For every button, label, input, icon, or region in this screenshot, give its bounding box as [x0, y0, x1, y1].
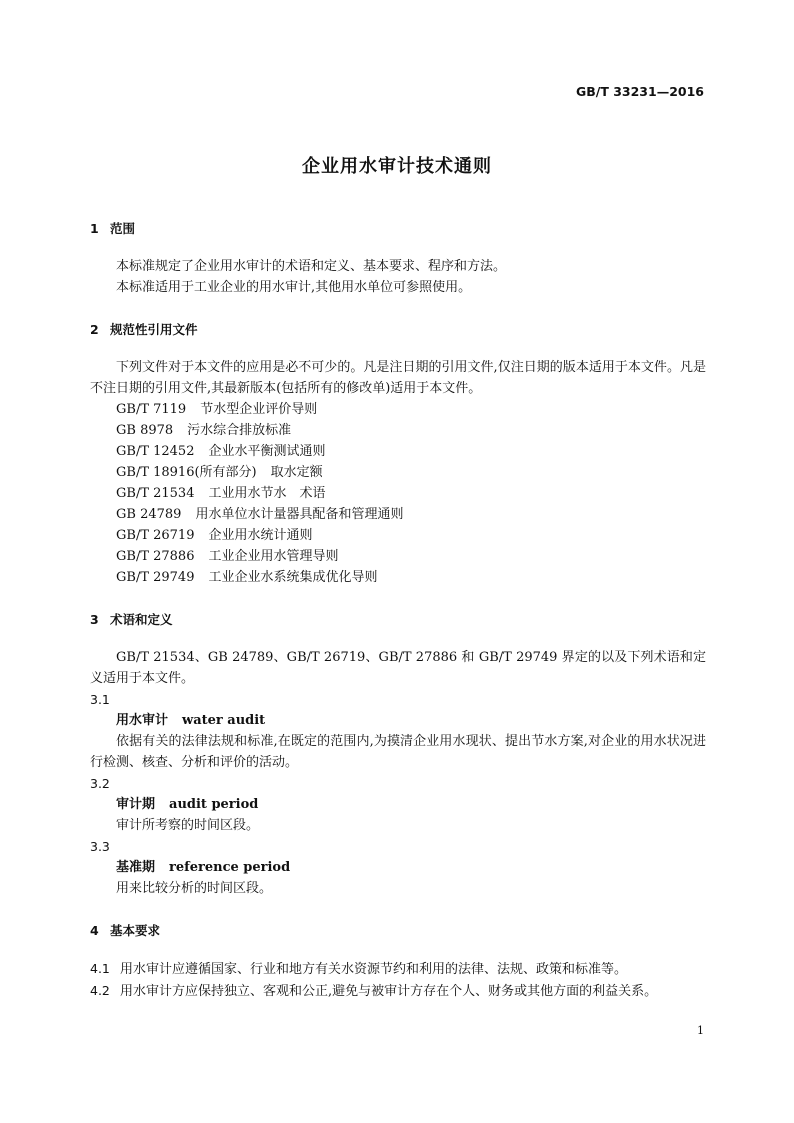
section-number: 3: [90, 612, 99, 627]
document-body: [90, 218, 706, 1002]
requirement-number: 4.2: [90, 983, 110, 998]
term-zh: 基准期: [116, 860, 156, 875]
section-number: 1: [90, 221, 99, 236]
normative-references-list: [90, 399, 706, 588]
term-heading: [90, 710, 706, 731]
section-title: 基本要求: [110, 923, 161, 938]
document-title: 企业用水审计技术通则: [302, 156, 492, 177]
ref-code: GB/T 26719: [116, 528, 195, 543]
term-en: audit period: [169, 797, 259, 812]
term-entry: [90, 689, 706, 773]
standard-code: GB/T 33231—2016: [575, 84, 704, 99]
section-title: 术语和定义: [110, 612, 173, 627]
requirement-item: [90, 958, 706, 980]
ref-code: GB/T 29749: [116, 570, 195, 585]
list-item: [90, 462, 706, 483]
section-heading-3: [90, 609, 706, 630]
ref-code: GB/T 18916(所有部分): [116, 465, 257, 480]
ref-code: GB/T 27886: [116, 549, 195, 564]
requirement-text: 用水审计方应保持独立、客观和公正,避免与被审计方存在个人、财务或其他方面的利益关系。: [120, 984, 658, 999]
ref-name: 工业用水节水 术语: [208, 486, 326, 501]
ref-name: 企业水平衡测试通则: [208, 444, 326, 459]
ref-code: GB 24789: [116, 507, 182, 522]
term-definition: 审计所考察的时间区段。: [116, 818, 260, 833]
term-definition: 用来比较分析的时间区段。: [116, 881, 273, 896]
term-zh: 审计期: [116, 797, 156, 812]
section-number: 4: [90, 923, 99, 938]
ref-name: 节水型企业评价导则: [200, 402, 318, 417]
ref-name: 污水综合排放标准: [187, 423, 292, 438]
list-item: [90, 546, 706, 567]
term-definition: 依据有关的法律法规和标准,在既定的范围内,为摸清企业用水现状、提出节水方案,对企业的用水状况进行检测、核查、分析和评价的活动。: [90, 734, 706, 770]
ref-name: 用水单位水计量器具配备和管理通则: [195, 507, 404, 522]
requirement-item: [90, 980, 706, 1002]
ref-code: GB 8978: [116, 423, 174, 438]
ref-code: GB/T 7119: [116, 402, 187, 417]
term-heading: [90, 794, 706, 815]
term-zh: 用水审计: [116, 713, 169, 728]
term-number: 3.3: [90, 839, 110, 854]
list-item: [90, 399, 706, 420]
requirement-text: 用水审计应遵循国家、行业和地方有关水资源节约和利用的法律、法规、政策和标准等。: [120, 962, 628, 977]
paragraph: GB/T 21534、GB 24789、GB/T 26719、GB/T 27886 和 GB/T 29749 界定的以及下列术语和定义适用于本文件。: [90, 650, 706, 686]
paragraph: 本标准规定了企业用水审计的术语和定义、基本要求、程序和方法。: [116, 259, 507, 274]
ref-code: GB/T 12452: [116, 444, 195, 459]
section-heading-4: [90, 920, 706, 941]
paragraph: 下列文件对于本文件的应用是必不可少的。凡是注日期的引用文件,仅注日期的版本适用于本文件。凡是不注日期的引用文件,其最新版本(包括所有的修改单)适用于本文件。: [90, 360, 706, 396]
list-item: [90, 504, 706, 525]
list-item: [90, 525, 706, 546]
term-number: 3.2: [90, 776, 110, 791]
term-heading: [90, 857, 706, 878]
term-en: water audit: [182, 713, 266, 728]
ref-code: GB/T 21534: [116, 486, 195, 501]
paragraph: 本标准适用于工业企业的用水审计,其他用水单位可参照使用。: [116, 280, 472, 295]
page-number: 1: [697, 1024, 704, 1037]
list-item: [90, 567, 706, 588]
term-entry: [90, 773, 706, 836]
term-en: reference period: [169, 860, 291, 875]
section-title: 规范性引用文件: [110, 322, 198, 337]
list-item: [90, 420, 706, 441]
term-entry: [90, 836, 706, 899]
list-item: [90, 441, 706, 462]
section-number: 2: [90, 322, 99, 337]
ref-name: 工业企业用水管理导则: [208, 549, 339, 564]
section-title: 范围: [110, 221, 136, 236]
ref-name: 取水定额: [270, 465, 323, 480]
term-number: 3.1: [90, 692, 110, 707]
ref-name: 企业用水统计通则: [208, 528, 313, 543]
ref-name: 工业企业水系统集成优化导则: [208, 570, 378, 585]
list-item: [90, 483, 706, 504]
section-heading-1: [90, 218, 706, 239]
requirement-number: 4.1: [90, 961, 110, 976]
section-heading-2: [90, 319, 706, 340]
